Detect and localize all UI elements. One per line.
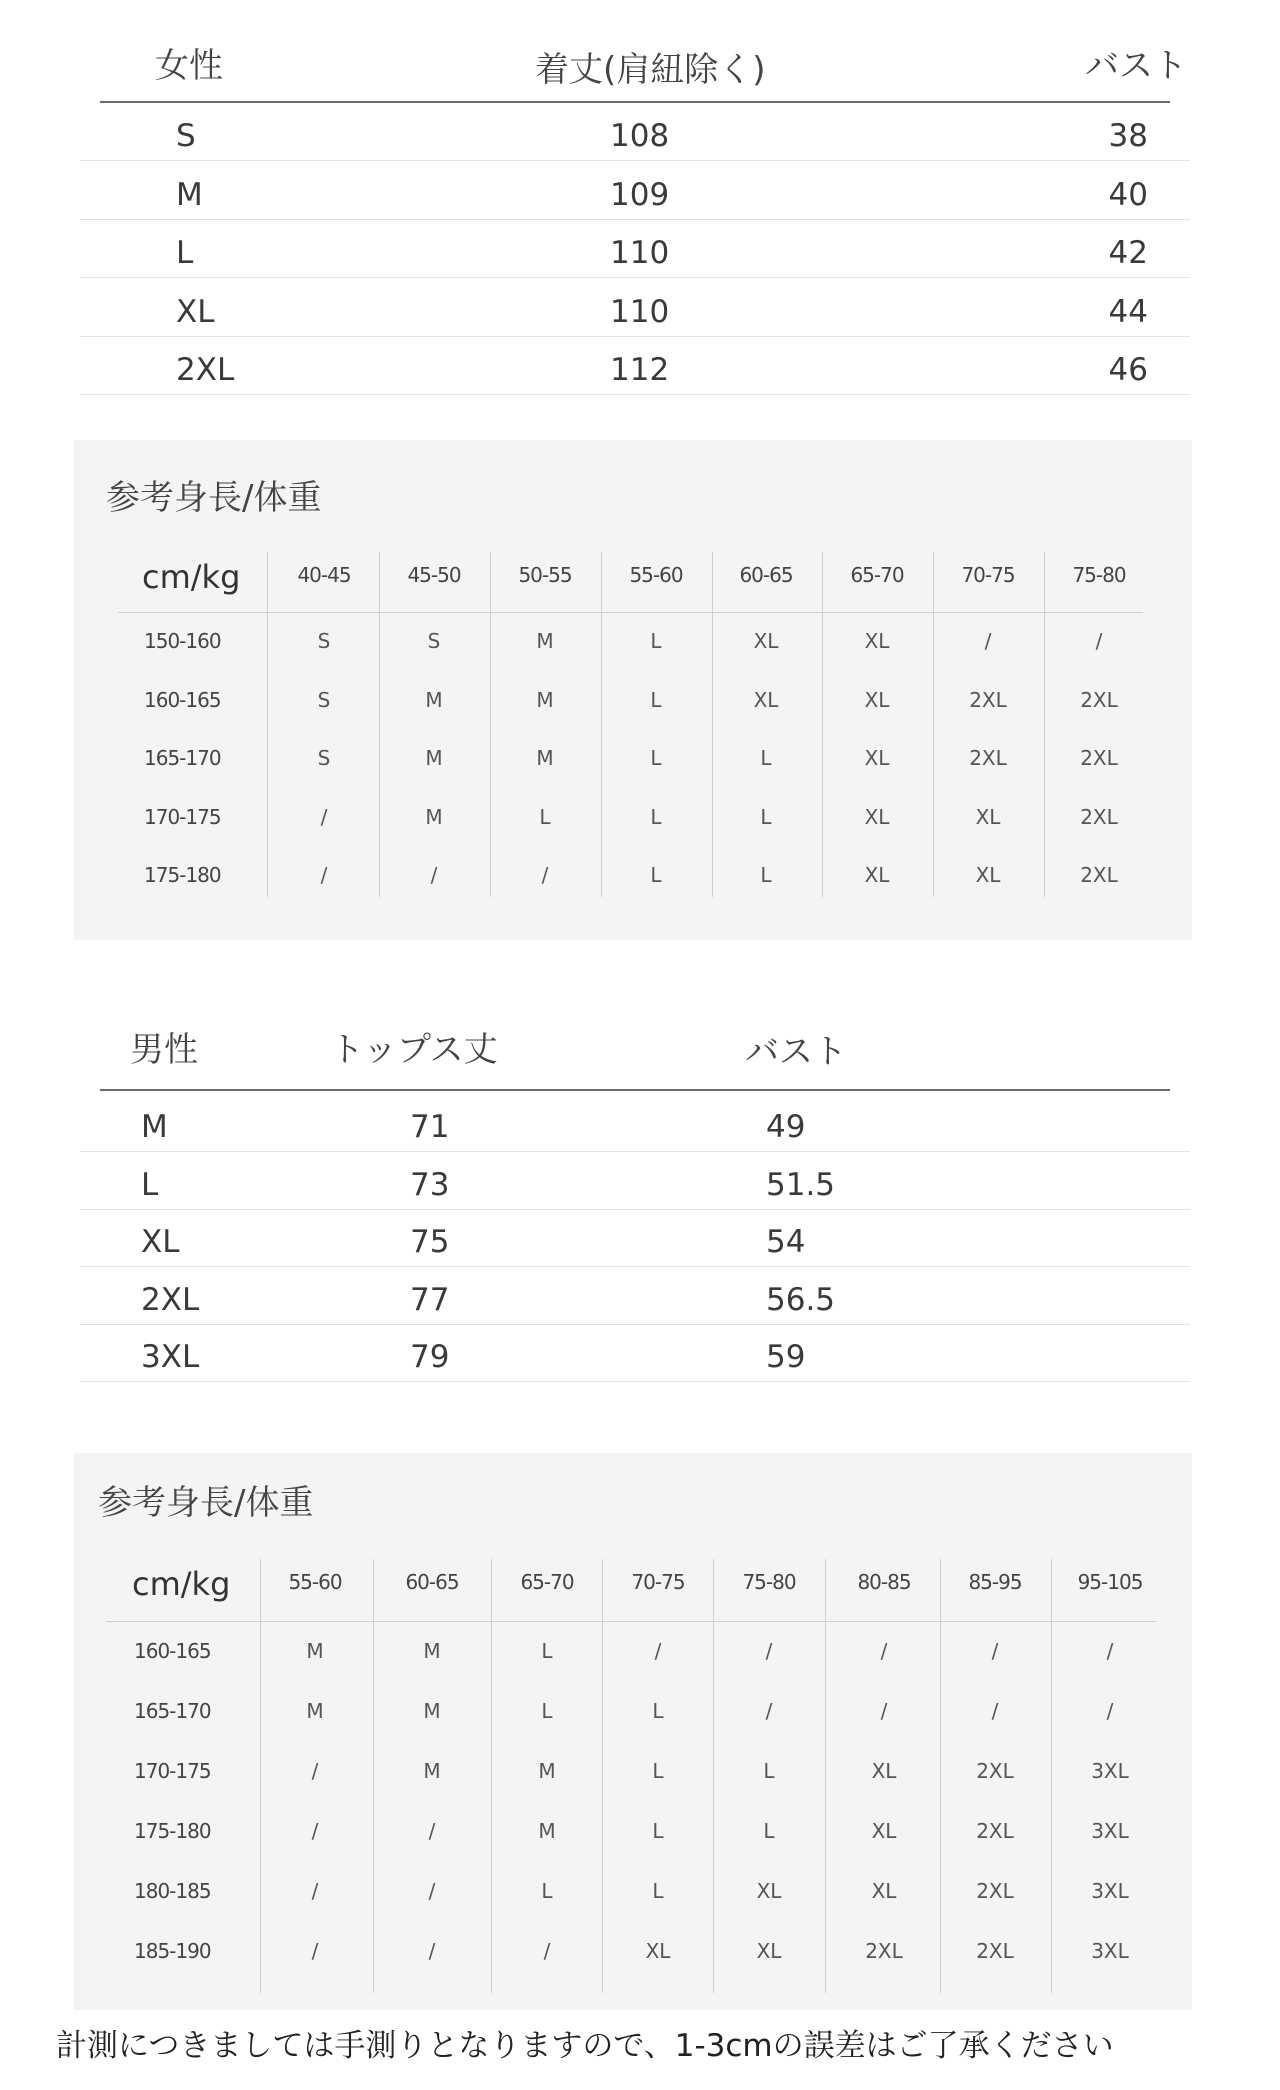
weight-range-header: 65-70 — [520, 1570, 574, 1594]
recommended-size-cell: 2XL — [976, 1879, 1014, 1903]
recommended-size-cell: / — [765, 1699, 773, 1723]
recommended-size-cell: / — [428, 1939, 436, 1963]
recommended-size-cell: L — [650, 746, 662, 770]
recommended-size-cell: / — [984, 629, 992, 653]
size-cell: 79 — [410, 1339, 450, 1375]
recommended-size-cell: / — [311, 1759, 319, 1783]
recommended-size-cell: L — [652, 1759, 664, 1783]
column-divider — [1044, 552, 1045, 897]
recommended-size-cell: M — [425, 687, 443, 712]
size-cell: 110 — [610, 235, 670, 271]
recommended-size-cell: 2XL — [969, 687, 1007, 712]
height-range-label: 175-180 — [144, 863, 221, 887]
men-header-label: 男性 — [130, 1030, 198, 1070]
weight-range-header: 85-95 — [968, 1570, 1022, 1594]
recommended-size-cell: / — [428, 1819, 436, 1843]
weight-range-header: 55-60 — [288, 1570, 342, 1594]
size-cell: 54 — [766, 1224, 806, 1260]
men-reference-title: 参考身長/体重 — [98, 1483, 314, 1523]
recommended-size-cell: / — [1106, 1639, 1114, 1663]
row-divider — [80, 219, 1190, 220]
row-divider — [80, 1381, 1190, 1382]
recommended-size-cell: M — [538, 1819, 556, 1843]
recommended-size-cell: XL — [864, 804, 890, 829]
size-cell: 56.5 — [766, 1281, 836, 1318]
row-divider — [80, 160, 1190, 161]
size-cell: 109 — [610, 176, 670, 213]
size-cell: 42 — [1108, 235, 1148, 271]
recommended-size-cell: L — [652, 1699, 664, 1723]
recommended-size-cell: L — [652, 1819, 664, 1843]
women-reference-unit: cm/kg — [142, 558, 241, 596]
size-cell: L — [141, 1166, 159, 1203]
weight-range-header: 75-80 — [742, 1570, 796, 1594]
weight-range-header: 70-75 — [631, 1570, 685, 1594]
recommended-size-cell: XL — [753, 687, 779, 712]
recommended-size-cell: / — [311, 1879, 319, 1903]
recommended-size-cell: / — [1095, 629, 1103, 653]
weight-range-header: 95-105 — [1077, 1570, 1143, 1594]
size-cell: S — [176, 118, 196, 154]
recommended-size-cell: L — [760, 863, 772, 887]
size-cell: 2XL — [176, 352, 235, 388]
column-divider — [379, 552, 380, 897]
recommended-size-cell: / — [320, 863, 328, 887]
recommended-size-cell: 3XL — [1091, 1819, 1129, 1843]
recommended-size-cell: L — [541, 1699, 553, 1723]
recommended-size-cell: M — [306, 1699, 324, 1723]
men-header-length: トップス丈 — [330, 1030, 498, 1070]
recommended-size-cell: / — [991, 1699, 999, 1723]
size-cell: 73 — [410, 1166, 450, 1203]
size-cell: 51.5 — [766, 1166, 836, 1203]
recommended-size-cell: L — [650, 863, 662, 887]
column-divider — [491, 1559, 492, 1993]
size-cell: 71 — [410, 1109, 450, 1145]
column-divider — [267, 552, 268, 897]
weight-range-header: 50-55 — [518, 563, 572, 587]
recommended-size-cell: 3XL — [1091, 1879, 1129, 1903]
recommended-size-cell: L — [650, 687, 662, 712]
row-divider — [80, 277, 1190, 278]
recommended-size-cell: / — [654, 1639, 662, 1663]
recommended-size-cell: L — [760, 746, 772, 770]
column-divider — [712, 552, 713, 897]
recommended-size-cell: M — [536, 746, 554, 770]
recommended-size-cell: 2XL — [976, 1819, 1014, 1843]
recommended-size-cell: L — [650, 629, 662, 653]
height-range-label: 170-175 — [134, 1759, 211, 1783]
recommended-size-cell: M — [425, 746, 443, 770]
height-range-label: 165-170 — [134, 1699, 211, 1723]
size-cell: 46 — [1108, 352, 1148, 388]
row-divider — [80, 1209, 1190, 1210]
height-range-label: 150-160 — [144, 629, 221, 653]
size-cell: 44 — [1108, 293, 1148, 330]
recommended-size-cell: XL — [756, 1939, 782, 1963]
column-divider — [601, 552, 602, 897]
recommended-size-cell: XL — [756, 1879, 782, 1903]
men-header-bust: バスト — [745, 1032, 847, 1072]
weight-range-header: 80-85 — [857, 1570, 911, 1594]
recommended-size-cell: S — [427, 629, 441, 653]
size-cell: 112 — [610, 352, 670, 388]
recommended-size-cell: M — [538, 1759, 556, 1783]
recommended-size-cell: L — [539, 804, 551, 829]
recommended-size-cell: 2XL — [1080, 804, 1118, 829]
size-cell: 3XL — [141, 1339, 200, 1375]
recommended-size-cell: XL — [871, 1879, 897, 1903]
column-divider — [602, 1559, 603, 1993]
size-cell: 110 — [610, 293, 670, 330]
size-cell: 77 — [410, 1281, 450, 1318]
row-divider — [80, 1266, 1190, 1267]
recommended-size-cell: / — [311, 1819, 319, 1843]
column-divider — [373, 1559, 374, 1993]
women-header-label: 女性 — [155, 46, 223, 86]
recommended-size-cell: / — [428, 1879, 436, 1903]
weight-range-header: 60-65 — [405, 1570, 459, 1594]
height-range-label: 165-170 — [144, 746, 221, 770]
column-divider — [490, 552, 491, 897]
column-divider — [260, 1559, 261, 1993]
recommended-size-cell: XL — [975, 804, 1001, 829]
recommended-size-cell: 2XL — [976, 1759, 1014, 1783]
recommended-size-cell: 2XL — [969, 746, 1007, 770]
recommended-size-cell: / — [541, 863, 549, 887]
column-divider — [1051, 1559, 1052, 1993]
weight-range-header: 75-80 — [1072, 563, 1126, 587]
recommended-size-cell: / — [1106, 1699, 1114, 1723]
row-divider — [80, 336, 1190, 337]
recommended-size-cell: M — [306, 1639, 324, 1663]
weight-range-header: 55-60 — [629, 563, 683, 587]
column-divider — [713, 1559, 714, 1993]
recommended-size-cell: S — [317, 687, 331, 712]
column-divider — [825, 1559, 826, 1993]
recommended-size-cell: M — [536, 687, 554, 712]
women-header-length: 着丈(肩紐除く) — [535, 50, 766, 90]
recommended-size-cell: XL — [864, 629, 890, 653]
recommended-size-cell: / — [880, 1639, 888, 1663]
size-cell: 49 — [766, 1109, 806, 1145]
recommended-size-cell: XL — [753, 629, 779, 653]
height-range-label: 175-180 — [134, 1819, 211, 1843]
size-cell: 59 — [766, 1339, 806, 1375]
size-cell: XL — [176, 293, 215, 330]
height-range-label: 185-190 — [134, 1939, 211, 1963]
height-range-label: 160-165 — [144, 687, 221, 712]
size-cell: 108 — [610, 118, 670, 154]
column-divider — [933, 552, 934, 897]
recommended-size-cell: M — [423, 1759, 441, 1783]
recommended-size-cell: L — [763, 1759, 775, 1783]
recommended-size-cell: XL — [864, 687, 890, 712]
men-reference-box — [74, 1453, 1192, 2010]
size-cell: M — [176, 176, 203, 213]
column-divider — [940, 1559, 941, 1993]
height-range-label: 170-175 — [144, 804, 221, 829]
women-reference-box — [74, 440, 1192, 940]
recommended-size-cell: XL — [871, 1819, 897, 1843]
recommended-size-cell: S — [317, 746, 331, 770]
recommended-size-cell: / — [430, 863, 438, 887]
recommended-size-cell: / — [320, 804, 328, 829]
recommended-size-cell: L — [763, 1819, 775, 1843]
recommended-size-cell: L — [541, 1639, 553, 1663]
size-cell: 2XL — [141, 1281, 200, 1318]
recommended-size-cell: XL — [864, 863, 890, 887]
recommended-size-cell: L — [541, 1879, 553, 1903]
recommended-size-cell: / — [765, 1639, 773, 1663]
recommended-size-cell: / — [543, 1939, 551, 1963]
recommended-size-cell: XL — [864, 746, 890, 770]
recommended-size-cell: M — [425, 804, 443, 829]
recommended-size-cell: M — [423, 1699, 441, 1723]
weight-range-header: 70-75 — [961, 563, 1015, 587]
recommended-size-cell: 3XL — [1091, 1939, 1129, 1963]
recommended-size-cell: L — [760, 804, 772, 829]
row-divider — [80, 394, 1190, 395]
weight-range-header: 65-70 — [850, 563, 904, 587]
size-cell: 40 — [1108, 176, 1148, 213]
height-range-label: 160-165 — [134, 1639, 211, 1663]
recommended-size-cell: L — [650, 804, 662, 829]
recommended-size-cell: 2XL — [865, 1939, 903, 1963]
recommended-size-cell: 2XL — [1080, 863, 1118, 887]
recommended-size-cell: XL — [871, 1759, 897, 1783]
recommended-size-cell: M — [536, 629, 554, 653]
recommended-size-cell: / — [880, 1699, 888, 1723]
recommended-size-cell: 3XL — [1091, 1759, 1129, 1783]
recommended-size-cell: S — [317, 629, 331, 653]
women-reference-title: 参考身長/体重 — [106, 478, 322, 518]
reference-header-divider — [118, 612, 1143, 613]
recommended-size-cell: L — [652, 1879, 664, 1903]
reference-header-divider — [106, 1621, 1156, 1622]
recommended-size-cell: / — [311, 1939, 319, 1963]
size-cell: XL — [141, 1224, 180, 1260]
women-header-bust: バスト — [1085, 46, 1187, 86]
weight-range-header: 40-45 — [297, 563, 351, 587]
size-cell: 38 — [1108, 118, 1148, 154]
recommended-size-cell: / — [991, 1639, 999, 1663]
women-header-divider — [100, 101, 1170, 103]
recommended-size-cell: 2XL — [976, 1939, 1014, 1963]
recommended-size-cell: 2XL — [1080, 746, 1118, 770]
column-divider — [822, 552, 823, 897]
weight-range-header: 45-50 — [407, 563, 461, 587]
weight-range-header: 60-65 — [739, 563, 793, 587]
height-range-label: 180-185 — [134, 1879, 211, 1903]
men-header-divider — [100, 1089, 1170, 1091]
row-divider — [80, 1324, 1190, 1325]
recommended-size-cell: XL — [975, 863, 1001, 887]
size-cell: M — [141, 1109, 168, 1145]
recommended-size-cell: M — [423, 1639, 441, 1663]
men-reference-unit: cm/kg — [132, 1565, 231, 1603]
measurement-note: 計測につきましては手測りとなりますので、1-3cmの誤差はご了承ください — [56, 2028, 1114, 2064]
size-cell: L — [176, 235, 194, 271]
size-cell: 75 — [410, 1224, 450, 1260]
recommended-size-cell: XL — [645, 1939, 671, 1963]
recommended-size-cell: 2XL — [1080, 687, 1118, 712]
row-divider — [80, 1151, 1190, 1152]
